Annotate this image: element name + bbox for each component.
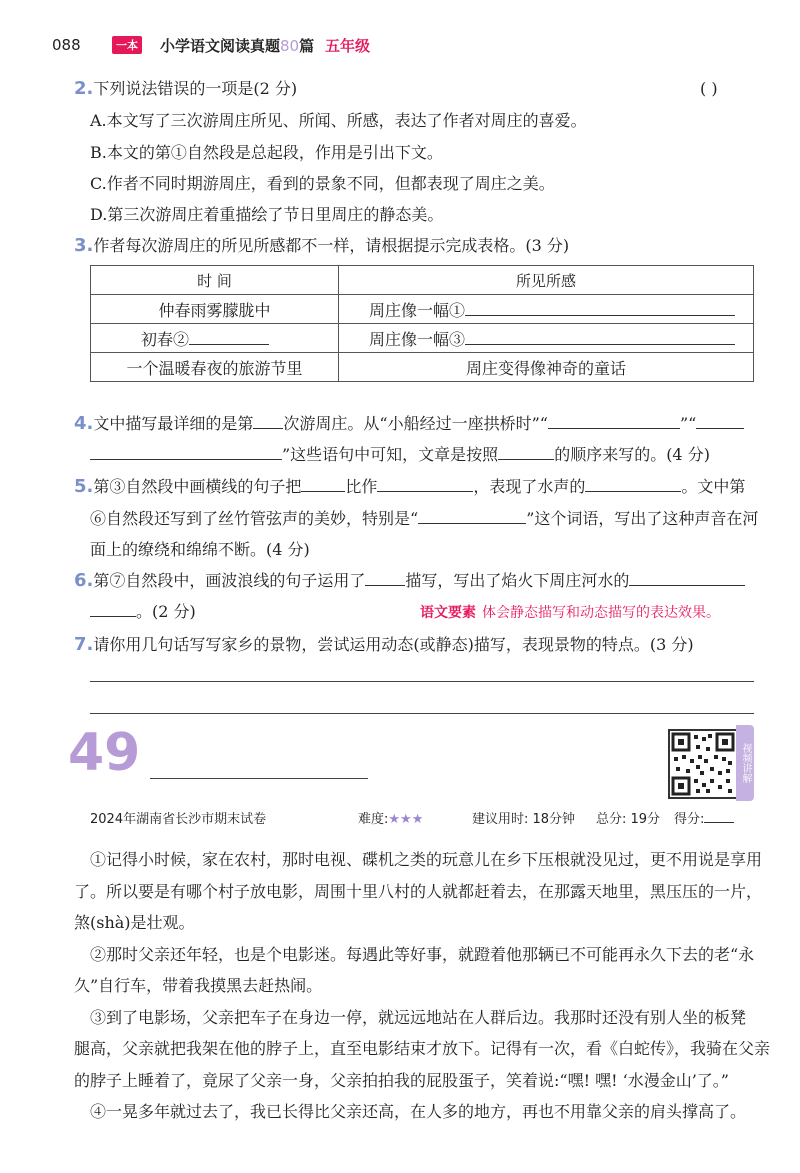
table-cell[interactable]: 周庄像一幅③: [339, 324, 754, 353]
passage-line: ①记得小时候，家在农村，那时电视、碟机之类的玩意儿在乡下压根就没见过，更不用说是享用: [90, 850, 763, 869]
table-cell: 仲春雨雾朦胧中: [91, 295, 339, 324]
score-field[interactable]: 得分:: [674, 808, 734, 827]
section-number: 49: [68, 723, 141, 783]
title-blank-line[interactable]: [150, 778, 368, 779]
table-header-row: [91, 266, 754, 295]
question-5-line-3: 面上的缭绕和绵绵不断。(4 分): [90, 540, 310, 559]
suggested-time: 建议用时: 18分钟: [472, 812, 576, 827]
answer-blank[interactable]: [696, 414, 744, 429]
table-cell[interactable]: 初春②: [91, 324, 339, 353]
answer-blank[interactable]: [301, 477, 345, 492]
language-element-note: 语文要素 体会静态描写和动态描写的表达效果。: [420, 605, 720, 621]
passage-line: 腿高，父亲就把我架在他的脖子上，直至电影结束才放下。记得有一次，看《白蛇传》，我骑在父亲: [74, 1039, 771, 1058]
page-number: 088: [52, 36, 81, 54]
brand-logo: 一本: [112, 36, 142, 54]
difficulty: 难度:★★★: [358, 812, 424, 827]
answer-blank-3[interactable]: [465, 330, 735, 345]
qr-code-icon[interactable]: [668, 729, 738, 799]
passage-line: ④一晃多年就过去了，我已长得比父亲还高，在人多的地方，再也不用靠父亲的肩头撑高了。: [90, 1102, 747, 1121]
difficulty-stars-icon: ★★★: [388, 812, 424, 827]
answer-blank[interactable]: [548, 414, 680, 429]
answer-blank[interactable]: [418, 509, 526, 524]
grade-label: 五年级: [325, 37, 371, 55]
table-row: [91, 353, 754, 382]
table-row: [91, 295, 754, 324]
passage-line: 煞(shà)是壮观。: [74, 913, 195, 932]
question-5-line-1: 5.第③自然段中画横线的句子把 比作 ，表现了水声的 。文中第: [74, 476, 746, 497]
answer-blank[interactable]: [585, 477, 681, 492]
question-3-stem: 3.作者每次游周庄的所见所感都不一样，请根据提示完成表格。(3 分): [74, 235, 570, 256]
table-cell[interactable]: 周庄像一幅①: [339, 295, 754, 324]
question-2-answer-paren[interactable]: ( ): [700, 79, 718, 98]
option-c: C.作者不同时期游周庄，看到的景象不同，但都表现了周庄之美。: [90, 174, 555, 193]
question-6-line-1: 6.第⑦自然段中，画波浪线的句子运用了 描写，写出了焰火下周庄河水的: [74, 571, 745, 591]
passage-line: 的脖子上睡着了，竟尿了父亲一身，父亲拍拍我的屁股蛋子，笑着说:“嘿! 嘿! ‘水漫金山’了。”: [74, 1071, 729, 1090]
passage-line: 久”自行车，带着我摸黑去赶热闹。: [74, 976, 323, 995]
option-d: D.第三次游周庄着重描绘了节日里周庄的静态美。: [90, 205, 444, 224]
video-lesson-tab[interactable]: 视频讲解: [736, 725, 754, 801]
exam-source: 2024年湖南省长沙市期末试卷: [90, 812, 267, 827]
answer-table: [90, 265, 754, 382]
writing-line[interactable]: [90, 713, 754, 714]
question-2-stem: 2.下列说法错误的一项是(2 分): [74, 78, 298, 99]
question-6-line-2: 。(2 分): [90, 602, 196, 622]
option-b: B.本文的第①自然段是总起段，作用是引出下文。: [90, 143, 443, 162]
answer-blank[interactable]: [629, 571, 745, 586]
answer-blank[interactable]: [253, 414, 283, 429]
answer-blank[interactable]: [90, 445, 282, 460]
answer-blank-2[interactable]: [189, 330, 269, 345]
question-7-stem: 7.请你用几句话写写家乡的景物，尝试运用动态(或静态)描写，表现景物的特点。(3 分): [74, 634, 694, 655]
writing-line[interactable]: [90, 681, 754, 682]
table-header-time: 时 间: [91, 266, 339, 295]
passage-line: ③到了电影场，父亲把车子在身边一停，就远远地站在人群后边。我那时还没有别人坐的板凳: [90, 1008, 747, 1027]
table-row: [91, 324, 754, 353]
table-header-impression: 所见所感: [339, 266, 754, 295]
question-4-line-2: ”这些语句中可知，文章是按照 的顺序来写的。(4 分): [90, 445, 710, 465]
passage-line: 了。所以要是有哪个村子放电影，周围十里八村的人就都赶着去，在那露天地里，黑压压的一片，: [74, 882, 763, 901]
option-a: A.本文写了三次游周庄所见、所闻、所感，表达了作者对周庄的喜爱。: [90, 111, 587, 130]
total-score: 总分: 19分: [596, 812, 661, 827]
question-4-line-1: 4.文中描写最详细的是第 次游周庄。从“小船经过一座拱桥时”“ ”“: [74, 414, 744, 434]
book-title: 小学语文阅读真题80篇: [160, 37, 315, 55]
table-cell: 一个温暖春夜的旅游节里: [91, 353, 339, 382]
answer-blank[interactable]: [90, 602, 136, 617]
table-cell: 周庄变得像神奇的童话: [339, 353, 754, 382]
answer-blank[interactable]: [498, 445, 554, 460]
answer-blank-1[interactable]: [465, 301, 735, 316]
answer-blank[interactable]: [377, 477, 473, 492]
passage-line: ②那时父亲还年轻，也是个电影迷。每遇此等好事，就蹬着他那辆已不可能再永久下去的老“永: [90, 945, 755, 964]
question-5-line-2: ⑥自然段还写到了丝竹管弦声的美妙，特别是“ ”这个词语，写出了这种声音在河: [90, 509, 759, 528]
answer-blank[interactable]: [365, 571, 405, 586]
